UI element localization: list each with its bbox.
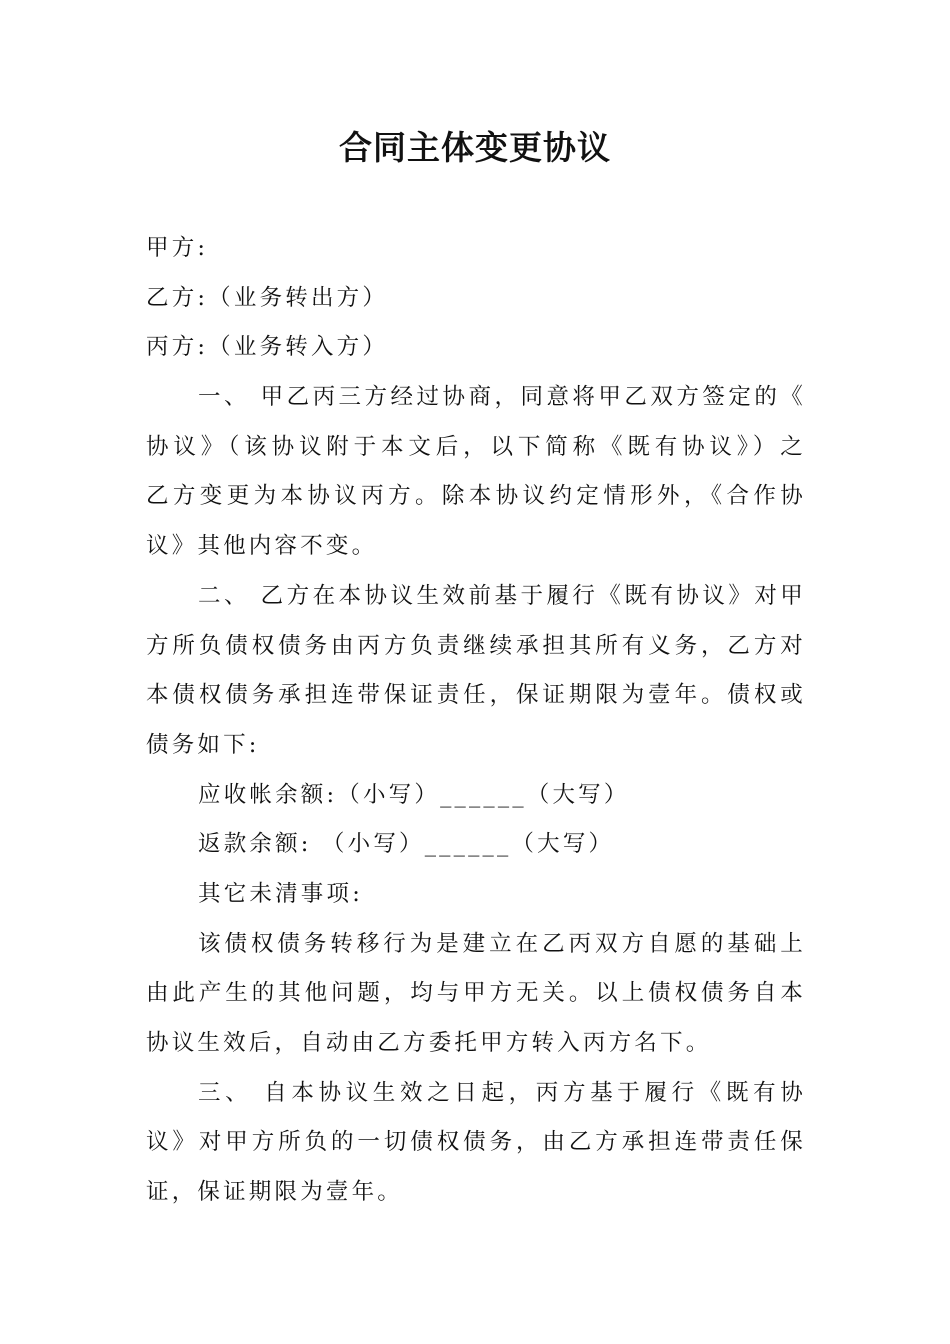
- other-matters-line: 其它未清事项:: [198, 880, 363, 907]
- clause-2-line-2: 方所负债权债务由丙方负责继续承担其所有义务，乙方对: [146, 632, 806, 659]
- transfer-note-line-2: 由此产生的其他问题，均与甲方无关。以上债权债务自本: [146, 980, 806, 1007]
- receivable-balance-line: 应收帐余额:（小写）______（大写）: [198, 781, 630, 808]
- clause-1-line-3: 乙方变更为本协议丙方。除本协议约定情形外，《合作协: [146, 483, 806, 510]
- clause-2-line-4: 债务如下:: [146, 731, 260, 758]
- document-body: [146, 224, 806, 1218]
- document-title: 合同主体变更协议: [339, 128, 611, 167]
- party-b-line: 乙方:（业务转出方）: [146, 284, 389, 311]
- party-a-line: 甲方:: [146, 235, 209, 261]
- transfer-note-line-3: 协议生效后，自动由乙方委托甲方转入丙方名下。: [146, 1030, 712, 1056]
- clause-3-line-2: 议》对甲方所负的一切债权债务，由乙方承担连带责任保: [146, 1129, 806, 1156]
- clause-1-line-4: 议》其他内容不变。: [146, 533, 378, 560]
- transfer-note-line-1: 该债权债务转移行为是建立在乙丙双方自愿的基础上: [198, 930, 806, 957]
- clause-1-line-2: 协议》（该协议附于本文后，以下简称《既有协议》）之: [146, 433, 806, 460]
- party-c-line: 丙方:（业务转入方）: [146, 334, 389, 361]
- clause-2-line-1: 二、 乙方在本协议生效前基于履行《既有协议》对甲: [198, 582, 806, 609]
- clause-2-line-3: 本债权债务承担连带保证责任，保证期限为壹年。债权或: [146, 682, 806, 709]
- clause-3-line-3: 证，保证期限为壹年。: [146, 1179, 404, 1206]
- clause-3-line-1: 三、 自本协议生效之日起，丙方基于履行《既有协: [198, 1079, 806, 1106]
- clause-1-line-1: 一、 甲乙丙三方经过协商，同意将甲乙双方签定的《: [198, 384, 806, 411]
- refund-balance-line: 返款余额: （小写）______（大写）: [198, 831, 615, 858]
